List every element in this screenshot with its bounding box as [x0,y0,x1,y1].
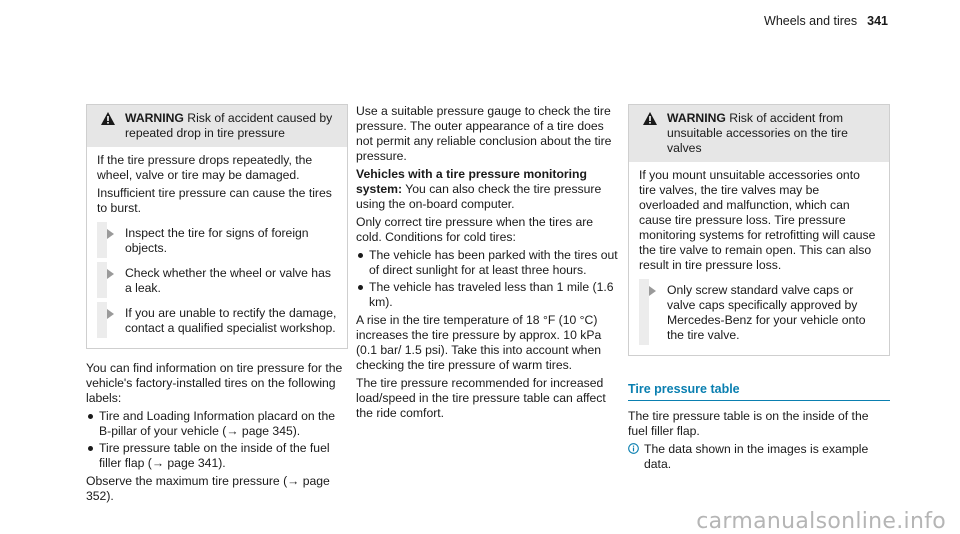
warning-triangle-icon [643,112,657,125]
tpms-subhead: Vehicles with a tire pressure monitoring system: [356,167,587,196]
intro-paragraph: You can find information on tire pressure for the vehicle's factory-installed tires on the following labels: [86,361,343,405]
warning-header [87,105,347,147]
warning-label: WARNING [667,111,726,125]
temperature-paragraph: A rise in the tire temperature of 18 °F (10 °C) increases the tire pressure by approx. 10 kPa (0.1 bar/ 1.5 psi). Take this into account when checking the tire pressure of warm tires. [356,313,602,372]
list-item: Tire pressure table on the inside of the fuel filler flap (→ page 341). [86,441,348,471]
section-title: Tire pressure table [628,382,890,401]
section-name: Wheels and tires [764,14,858,28]
column-2 [356,104,618,424]
observe-paragraph: Observe the maximum tire pressure (→ page 352). [86,474,330,503]
warning-triangle-icon [101,112,115,125]
warning-header [629,105,889,162]
action-text: If you are unable to rectify the damage, contact a qualified specialist workshop. [125,306,337,335]
action-item [97,306,337,336]
watermark: carmanualsonline.info [696,509,946,534]
note-text: The data shown in the images is example data. [644,442,869,471]
list-item: Tire and Loading Information placard on the B-pillar of your vehicle (→ page 345). [86,409,348,439]
note [628,442,890,472]
gauge-paragraph: Use a suitable pressure gauge to check the tire pressure. The outer appearance of a tire does not permit any reliable conclusion about the tire pressure. [356,104,612,163]
ride-comfort-paragraph: The tire pressure recommended for increased load/speed in the tire pressure table can affect the ride comfort. [356,376,606,420]
list-item: The vehicle has been parked with the tires out of direct sunlight for at least three hours. [356,248,618,278]
warning-body [87,147,347,348]
column-3 [628,104,890,472]
action-arrow-icon [107,269,114,279]
warning-label: WARNING [125,111,184,125]
warning-paragraph: If you mount unsuitable accessories onto tire valves, the tire valves may be overloaded and malfunction, which can cause tire pressure loss. Tire pressure monitoring systems for retrofitting will cause the tire valve to remain open. This can also result in tire pressure loss. [639,168,876,272]
action-item [97,266,337,296]
cold-tires-paragraph: Only correct tire pressure when the tires are cold. Conditions for cold tires: [356,215,594,244]
action-arrow-icon [107,229,114,239]
tire-pressure-table-section [628,382,890,472]
warning-box-valve-accessories [628,104,890,356]
action-text: Only screw standard valve caps or valve caps specifically approved by Mercedes-Benz for your vehicle onto the tire valve. [667,283,866,342]
info-circle-icon [628,443,639,454]
warning-title: Risk of accident from unsuitable accessories on the tire valves [667,111,848,155]
column-1 [86,104,348,507]
page-number: 341 [867,14,888,28]
warning-paragraph: Insufficient tire pressure can cause the tires to burst. [97,186,332,215]
warning-paragraph: If the tire pressure drops repeatedly, the wheel, valve or tire may be damaged. [97,153,313,182]
page-header [764,14,888,29]
action-text: Check whether the wheel or valve has a leak. [125,266,331,295]
list-item: The vehicle has traveled less than 1 mile (1.6 km). [356,280,618,310]
warning-title: Risk of accident caused by repeated drop in tire pressure [125,111,333,140]
action-item [97,226,337,256]
action-text: Inspect the tire for signs of foreign objects. [125,226,309,255]
action-arrow-icon [107,309,114,319]
cold-conditions-list [356,248,618,310]
section-paragraph: The tire pressure table is on the inside of the fuel filler flap. [628,409,869,438]
warning-box-tire-pressure [86,104,348,349]
warning-body [629,162,889,355]
action-item [639,283,879,343]
label-list [86,409,348,471]
action-arrow-icon [649,286,656,296]
tpms-paragraph: Vehicles with a tire pressure monitoring system: You can also check the tire pressure using the on-board computer. [356,167,602,211]
